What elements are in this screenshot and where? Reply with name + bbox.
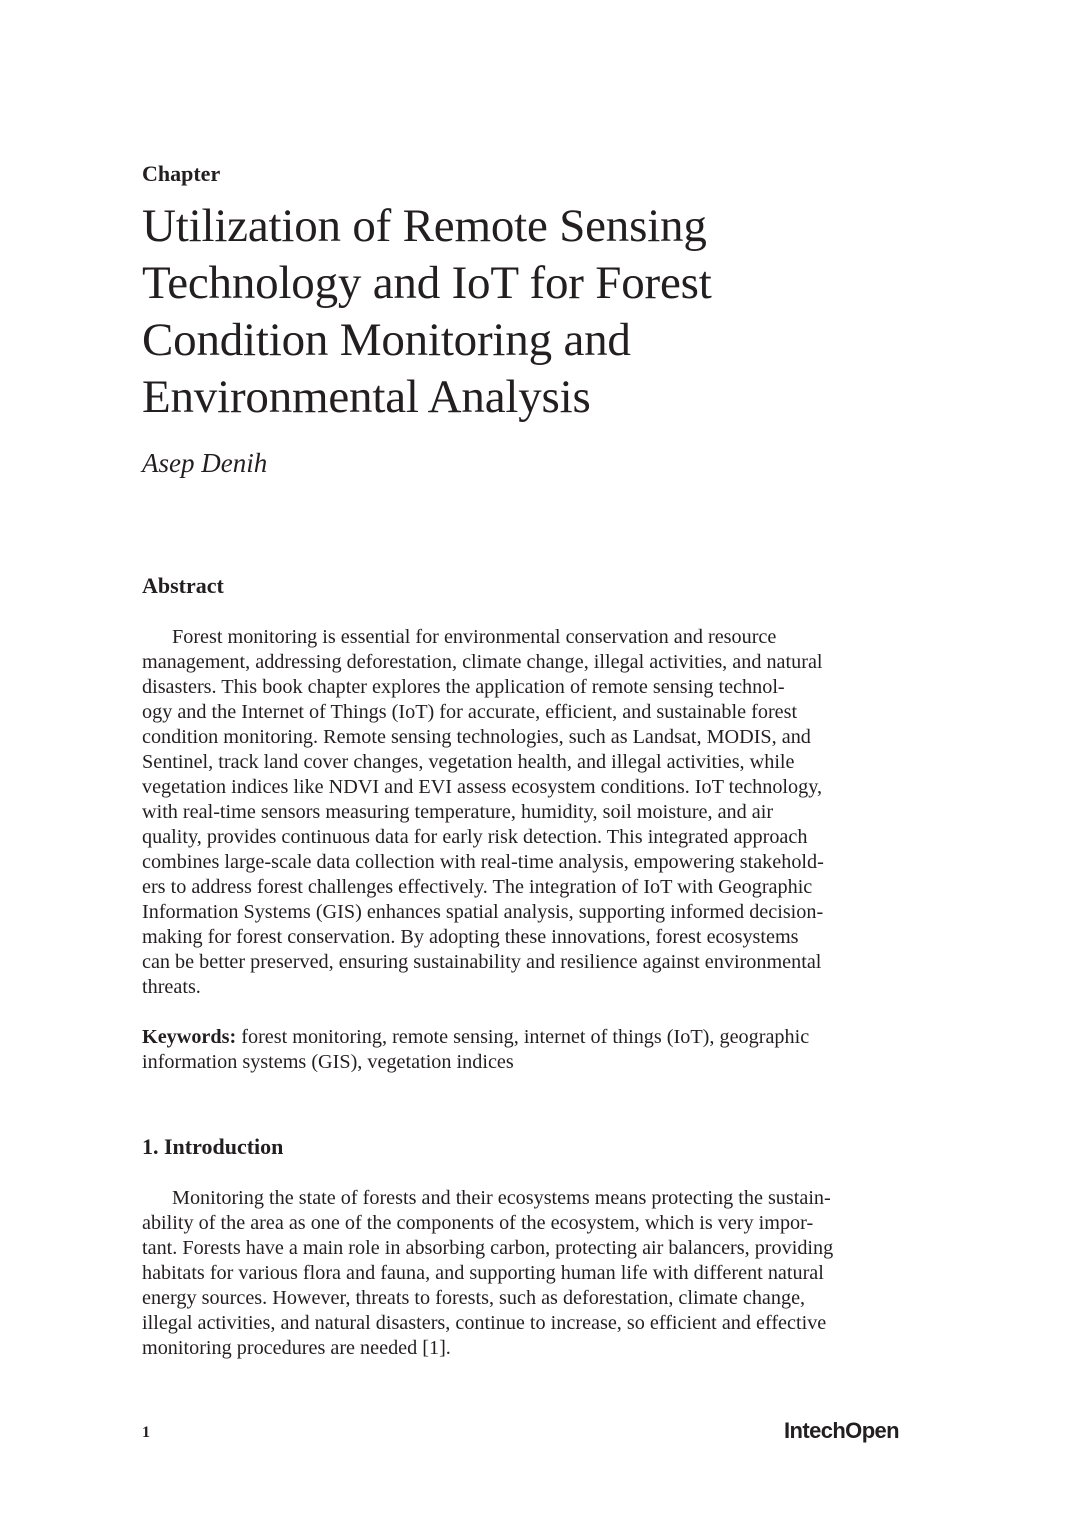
intro-line: energy sources. However, threats to forests, such as deforestation, climate change,	[142, 1287, 806, 1309]
keywords-block	[142, 1025, 922, 1075]
abstract-line: quality, provides continuous data for early risk detection. This integrated approach	[142, 826, 808, 848]
abstract-line: ers to address forest challenges effectively. The integration of IoT with Geographic	[142, 876, 813, 898]
keywords-line	[142, 1025, 922, 1050]
title-line: Utilization of Remote Sensing	[142, 200, 707, 252]
abstract-heading: Abstract	[142, 573, 224, 598]
abstract-line: vegetation indices like NDVI and EVI assess ecosystem conditions. IoT technology,	[142, 776, 823, 798]
chapter-label: Chapter	[142, 161, 221, 186]
chapter-title	[142, 198, 942, 426]
title-line: Technology and IoT for Forest	[142, 257, 712, 309]
abstract-line: can be better preserved, ensuring sustainability and resilience against environmental	[142, 951, 822, 973]
keywords-text: forest monitoring, remote sensing, internet of things (IoT), geographic	[236, 1026, 810, 1048]
intro-line: ability of the area as one of the components of the ecosystem, which is very impor-	[142, 1212, 814, 1234]
intechopen-logo: IntechOpen	[784, 1418, 900, 1443]
abstract-line: disasters. This book chapter explores the application of remote sensing technol-	[142, 676, 785, 698]
abstract-line: management, addressing deforestation, climate change, illegal activities, and natural	[142, 651, 823, 673]
abstract-line: threats.	[142, 976, 201, 998]
intro-line: habitats for various flora and fauna, and supporting human life with different natural	[142, 1262, 824, 1284]
keywords-label: Keywords:	[142, 1026, 237, 1048]
abstract-line: with real-time sensors measuring temperature, humidity, soil moisture, and air	[142, 801, 774, 823]
page-number: 1	[142, 1424, 150, 1441]
introduction-heading: 1. Introduction	[142, 1134, 284, 1159]
intro-line: Monitoring the state of forests and their ecosystems means protecting the sustain-	[172, 1187, 831, 1209]
author-name: Asep Denih	[142, 448, 268, 478]
abstract-line: making for forest conservation. By adopting these innovations, forest ecosystems	[142, 926, 799, 948]
abstract-line: Forest monitoring is essential for environmental conservation and resource	[172, 626, 777, 648]
intro-line: tant. Forests have a main role in absorbing carbon, protecting air balancers, providing	[142, 1237, 834, 1259]
abstract-line: Sentinel, track land cover changes, vegetation health, and illegal activities, while	[142, 751, 795, 773]
intro-line: illegal activities, and natural disasters, continue to increase, so efficient and effective	[142, 1312, 827, 1334]
introduction-body	[142, 1186, 922, 1361]
abstract-body	[142, 625, 922, 1000]
abstract-line: ogy and the Internet of Things (IoT) for accurate, efficient, and sustainable forest	[142, 701, 798, 723]
abstract-line: condition monitoring. Remote sensing technologies, such as Landsat, MODIS, and	[142, 726, 811, 748]
abstract-line: Information Systems (GIS) enhances spatial analysis, supporting informed decision-	[142, 901, 824, 923]
intro-line: monitoring procedures are needed [1].	[142, 1337, 451, 1359]
title-line: Environmental Analysis	[142, 371, 591, 423]
keywords-line: information systems (GIS), vegetation indices	[142, 1051, 514, 1073]
abstract-line: combines large-scale data collection with real-time analysis, empowering stakehold-	[142, 851, 824, 873]
title-line: Condition Monitoring and	[142, 314, 631, 366]
